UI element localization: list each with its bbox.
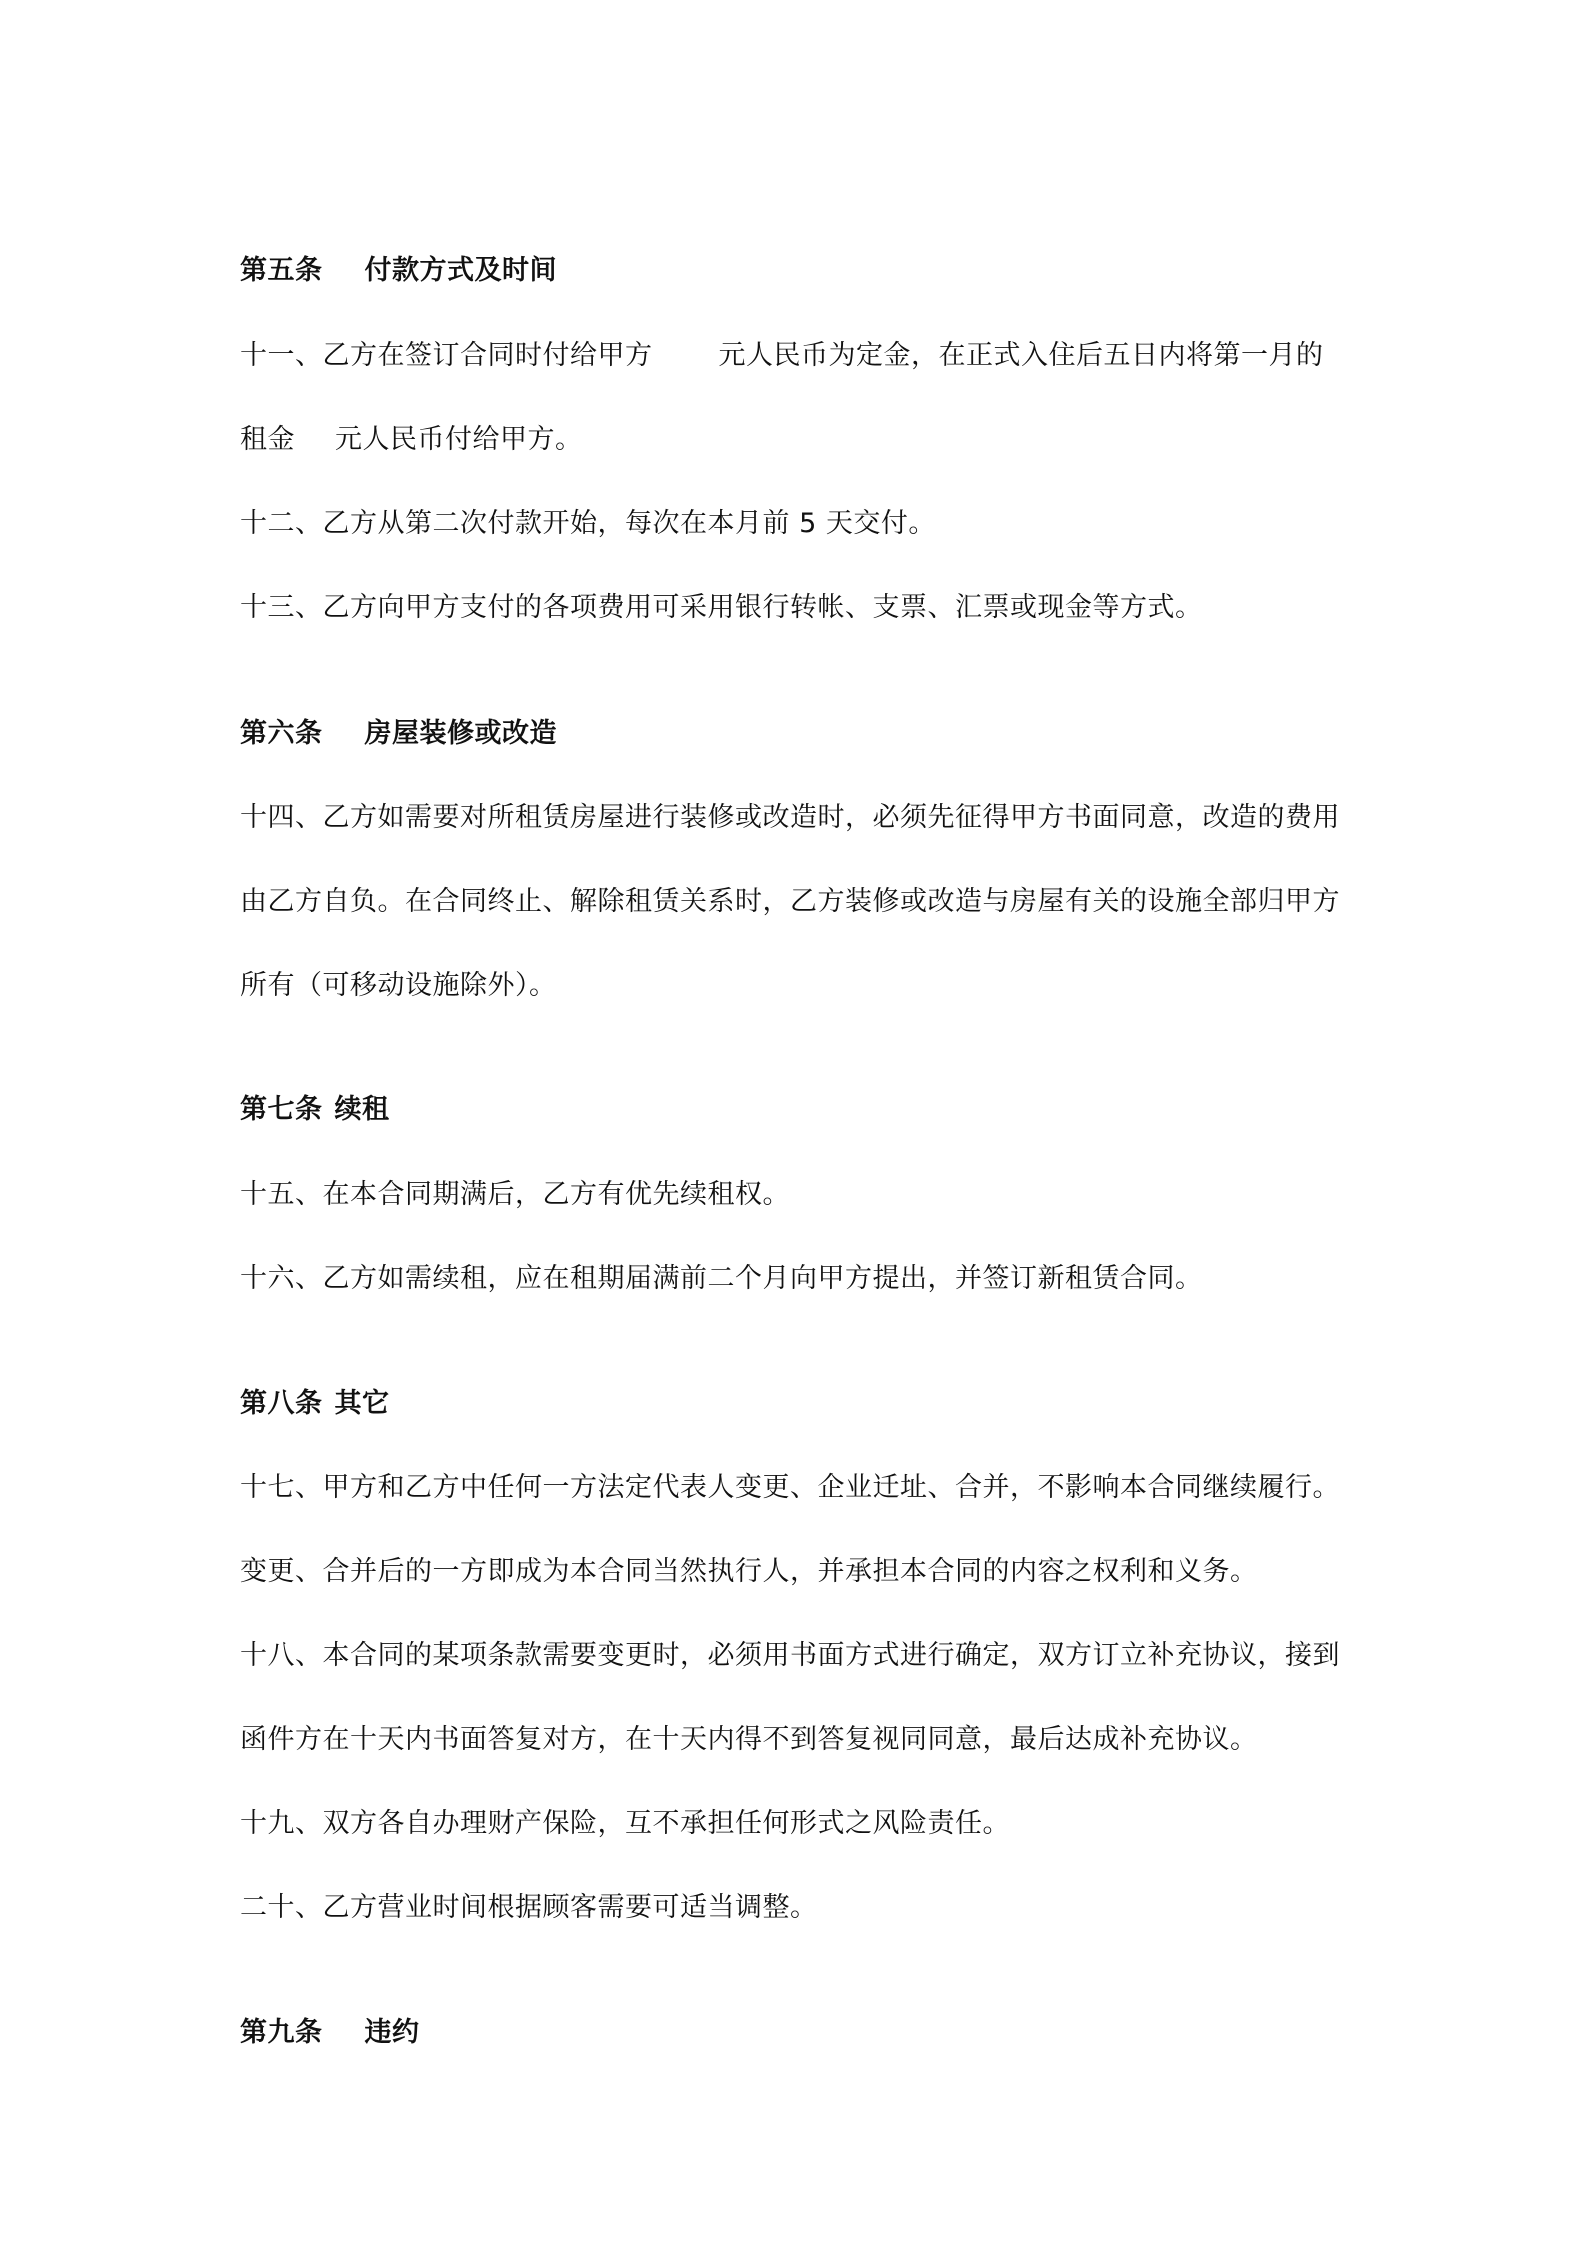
- section-9-number: 第九条: [240, 2017, 323, 2048]
- section-6-number: 第六条: [240, 718, 323, 749]
- section-7-title: 续租: [334, 1094, 390, 1125]
- clause-11-part-b: 元人民币为定金，在正式入住后五日内将第一月的: [718, 340, 1324, 371]
- clause-18-line-2: 函件方在十天内书面答复对方，在十天内得不到答复视同同意，最后达成补充协议。: [240, 1724, 1258, 1755]
- section-9-heading: [240, 2013, 420, 2053]
- section-5-number: 第五条: [240, 255, 323, 286]
- section-8-title: 其它: [334, 1388, 390, 1419]
- section-8-heading: [240, 1384, 390, 1424]
- clause-11-line-2: [240, 420, 583, 460]
- section-5-title: 付款方式及时间: [364, 255, 557, 286]
- clause-11-part-d: 元人民币付给甲方。: [335, 424, 583, 455]
- clause-17-line-2: 变更、合并后的一方即成为本合同当然执行人，并承担本合同的内容之权利和义务。: [240, 1556, 1258, 1587]
- clause-20: 二十、乙方营业时间根据顾客需要可适当调整。: [240, 1892, 818, 1923]
- clause-11-line-1: [240, 336, 1324, 376]
- clause-19: 十九、双方各自办理财产保险，互不承担任何形式之风险责任。: [240, 1808, 1010, 1839]
- clause-14-line-2: 由乙方自负。在合同终止、解除租赁关系时，乙方装修或改造与房屋有关的设施全部归甲方: [240, 886, 1340, 917]
- section-9-title: 违约: [364, 2017, 420, 2048]
- section-6-title: 房屋装修或改造: [364, 718, 557, 749]
- clause-13: 十三、乙方向甲方支付的各项费用可采用银行转帐、支票、汇票或现金等方式。: [240, 592, 1203, 623]
- clause-11-part-c: 租金: [240, 424, 295, 455]
- section-5-heading: [240, 251, 557, 291]
- clause-14-line-1: 十四、乙方如需要对所租赁房屋进行装修或改造时，必须先征得甲方书面同意，改造的费用: [240, 802, 1340, 833]
- clause-16: 十六、乙方如需续租，应在租期届满前二个月向甲方提出，并签订新租赁合同。: [240, 1263, 1203, 1294]
- clause-17-line-1: 十七、甲方和乙方中任何一方法定代表人变更、企业迁址、合并，不影响本合同继续履行。: [240, 1472, 1340, 1503]
- section-7-heading: [240, 1090, 390, 1130]
- clause-12: 十二、乙方从第二次付款开始，每次在本月前 5 天交付。: [240, 508, 936, 539]
- clause-11-part-a: 十一、乙方在签订合同时付给甲方: [240, 340, 653, 371]
- section-7-number: 第七条: [240, 1094, 323, 1125]
- clause-14-line-3: 所有（可移动设施除外）。: [240, 970, 557, 1001]
- section-8-number: 第八条: [240, 1388, 323, 1419]
- section-6-heading: [240, 714, 557, 754]
- clause-15: 十五、在本合同期满后，乙方有优先续租权。: [240, 1179, 790, 1210]
- clause-18-line-1: 十八、本合同的某项条款需要变更时，必须用书面方式进行确定，双方订立补充协议，接到: [240, 1640, 1340, 1671]
